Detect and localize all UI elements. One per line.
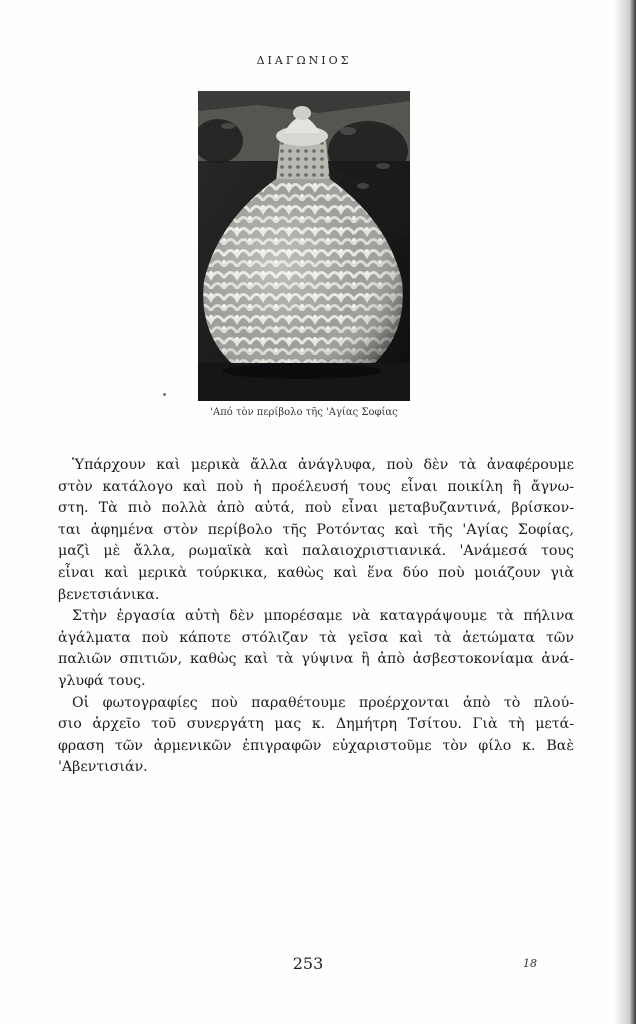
scan-speck bbox=[163, 393, 166, 396]
paragraph-2 bbox=[58, 606, 574, 692]
text-line: σιο ἀρχεῖο τοῦ συνεργάτη μας κ. Δημήτρη Τσίτου. Γιὰ τὴ μετά- bbox=[58, 716, 574, 733]
photo-caption: 'Από τὸν περίβολο τῆς 'Αγίας Σοφίας bbox=[210, 407, 398, 418]
paragraph-3 bbox=[58, 693, 574, 779]
text-line: παλιῶν σπιτιῶν, καθὼς καὶ τὰ γύψινα ἢ ἀπὸ ἀσβεστοκονίαμα ἀνά- bbox=[58, 651, 574, 668]
text-line: στὸν κατάλογο καὶ ποὺ ἡ προέλευσή τους εἶναι ποικίλη ἢ ἄγνω- bbox=[58, 478, 574, 495]
text-line: Οἱ φωτογραφίες ποὺ παραθέτουμε προέρχονται ἀπὸ τὸ πλού- bbox=[72, 694, 574, 711]
text-line: Ὑπάρχουν καὶ μερικὰ ἄλλα ἀνάγλυφα, ποὺ δὲν τὰ ἀναφέρουμε bbox=[72, 457, 574, 473]
text-line: φραση τῶν ἀρμενικῶν ἐπιγραφῶν εὐχαριστοῦμε τὸν φίλο κ. Βαὲ bbox=[58, 737, 574, 754]
text-line: μαζὶ μὲ ἄλλα, ρωμαϊκὰ καὶ παλαιοχριστιανικά. 'Ανάμεσά τους bbox=[58, 543, 574, 560]
body-text bbox=[58, 455, 574, 779]
text-line: Στὴν ἐργασία αὐτὴ δὲν μπορέσαμε νὰ καταγράψουμε τὰ πήλινα bbox=[72, 608, 574, 625]
carved-vase-photo bbox=[198, 91, 410, 401]
page-edge-shadow bbox=[614, 0, 636, 1024]
text-line: ται ἀφημένα στὸν περίβολο τῆς Ροτόντας καὶ τῆς 'Αγίας Σοφίας, bbox=[58, 521, 574, 538]
text-line: στη. Τὰ πιὸ πολλὰ ἀπὸ αὐτά, ποὺ εἶναι μεταβυζαντινά, βρίσκον- bbox=[58, 500, 574, 517]
text-line: 'Αβεντισιάν. bbox=[58, 759, 148, 776]
page-number: 253 bbox=[292, 954, 324, 973]
paragraph-1 bbox=[58, 455, 574, 606]
text-line: γλυφά τους. bbox=[58, 672, 146, 689]
text-line: εἶναι καὶ μερικὰ τούρκικα, καθὼς καὶ ἕνα δύο ποὺ μοιάζουν γιὰ bbox=[58, 564, 574, 581]
signature-mark: 18 bbox=[523, 957, 537, 970]
vase-illustration bbox=[198, 91, 410, 401]
running-head: ΔΙΑΓΩΝΙΟΣ bbox=[256, 54, 352, 67]
text-line: βενετσιάνικα. bbox=[58, 586, 160, 603]
text-line: ἀγάλματα ποὺ κάποτε στόλιζαν τὰ γεῖσα καὶ τὰ ἀετώματα τῶν bbox=[58, 629, 574, 646]
